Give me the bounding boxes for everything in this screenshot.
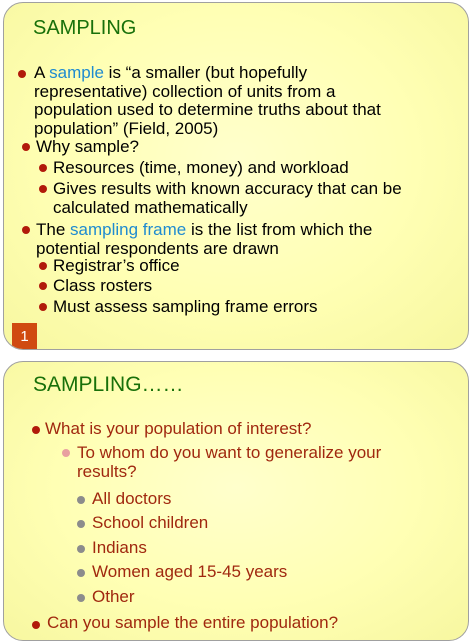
list-item-registrar: Registrar’s office (53, 256, 180, 275)
text-fragment: The (36, 220, 71, 239)
list-item-resources: Resources (time, money) and workload (53, 158, 349, 177)
list-item-women: Women aged 15-45 years (92, 562, 288, 581)
list-item-all-doctors: All doctors (92, 489, 172, 508)
bullet-icon (18, 70, 26, 78)
bullet-icon (77, 545, 85, 553)
bullet-icon (39, 282, 47, 290)
slide-2 (3, 361, 469, 641)
slide-1 (3, 2, 469, 350)
list-item-entire-population: Can you sample the entire population? (47, 613, 339, 632)
bullet-icon (39, 164, 47, 172)
slide-2-title: SAMPLING…… (33, 373, 184, 396)
text-line: population used to determine truths about that (34, 100, 381, 119)
list-item-indians: Indians (92, 538, 147, 557)
text-fragment: is “a smaller (but hopefully (103, 63, 308, 82)
slide-1-title: SAMPLING (33, 17, 137, 39)
bullet-icon (77, 496, 85, 504)
list-item-generalize (77, 443, 381, 481)
bullet-icon (62, 449, 70, 457)
list-item-school-children: School children (92, 513, 209, 532)
text-line: To whom do you want to generalize your (77, 443, 382, 462)
bullet-icon (39, 262, 47, 270)
text-line: potential respondents are drawn (36, 238, 279, 258)
text-line: population” (Field, 2005) (34, 118, 219, 138)
bullet-icon (32, 621, 40, 629)
list-item-other: Other (92, 587, 135, 606)
bullet-icon (22, 143, 30, 151)
slide-number-badge: 1 (12, 323, 37, 349)
list-item-why-sample: Why sample? (36, 137, 139, 156)
list-item-sample-definition (34, 64, 381, 138)
list-item-class-rosters: Class rosters (53, 276, 153, 295)
bullet-icon (77, 569, 85, 577)
text-line: Gives results with known accuracy that can be (53, 179, 402, 198)
text-fragment: A (34, 63, 50, 82)
text-line: results? (77, 462, 137, 481)
text-line: calculated mathematically (53, 197, 248, 217)
bullet-icon (77, 520, 85, 528)
highlight-term-sampling-frame: sampling frame (70, 220, 187, 239)
text-fragment: is the list from which the (186, 220, 373, 239)
bullet-icon (77, 594, 85, 602)
text-line: representative) collection of units from a (34, 81, 336, 101)
list-item-population-question: What is your population of interest? (45, 419, 312, 438)
list-item-frame-errors: Must assess sampling frame errors (53, 297, 318, 316)
list-item-sampling-frame (36, 221, 372, 258)
bullet-icon (39, 303, 47, 311)
bullet-icon (39, 185, 47, 193)
highlight-term-sample: sample (49, 63, 104, 82)
list-item-known-accuracy (53, 180, 402, 217)
bullet-icon (32, 426, 40, 434)
bullet-icon (22, 226, 30, 234)
